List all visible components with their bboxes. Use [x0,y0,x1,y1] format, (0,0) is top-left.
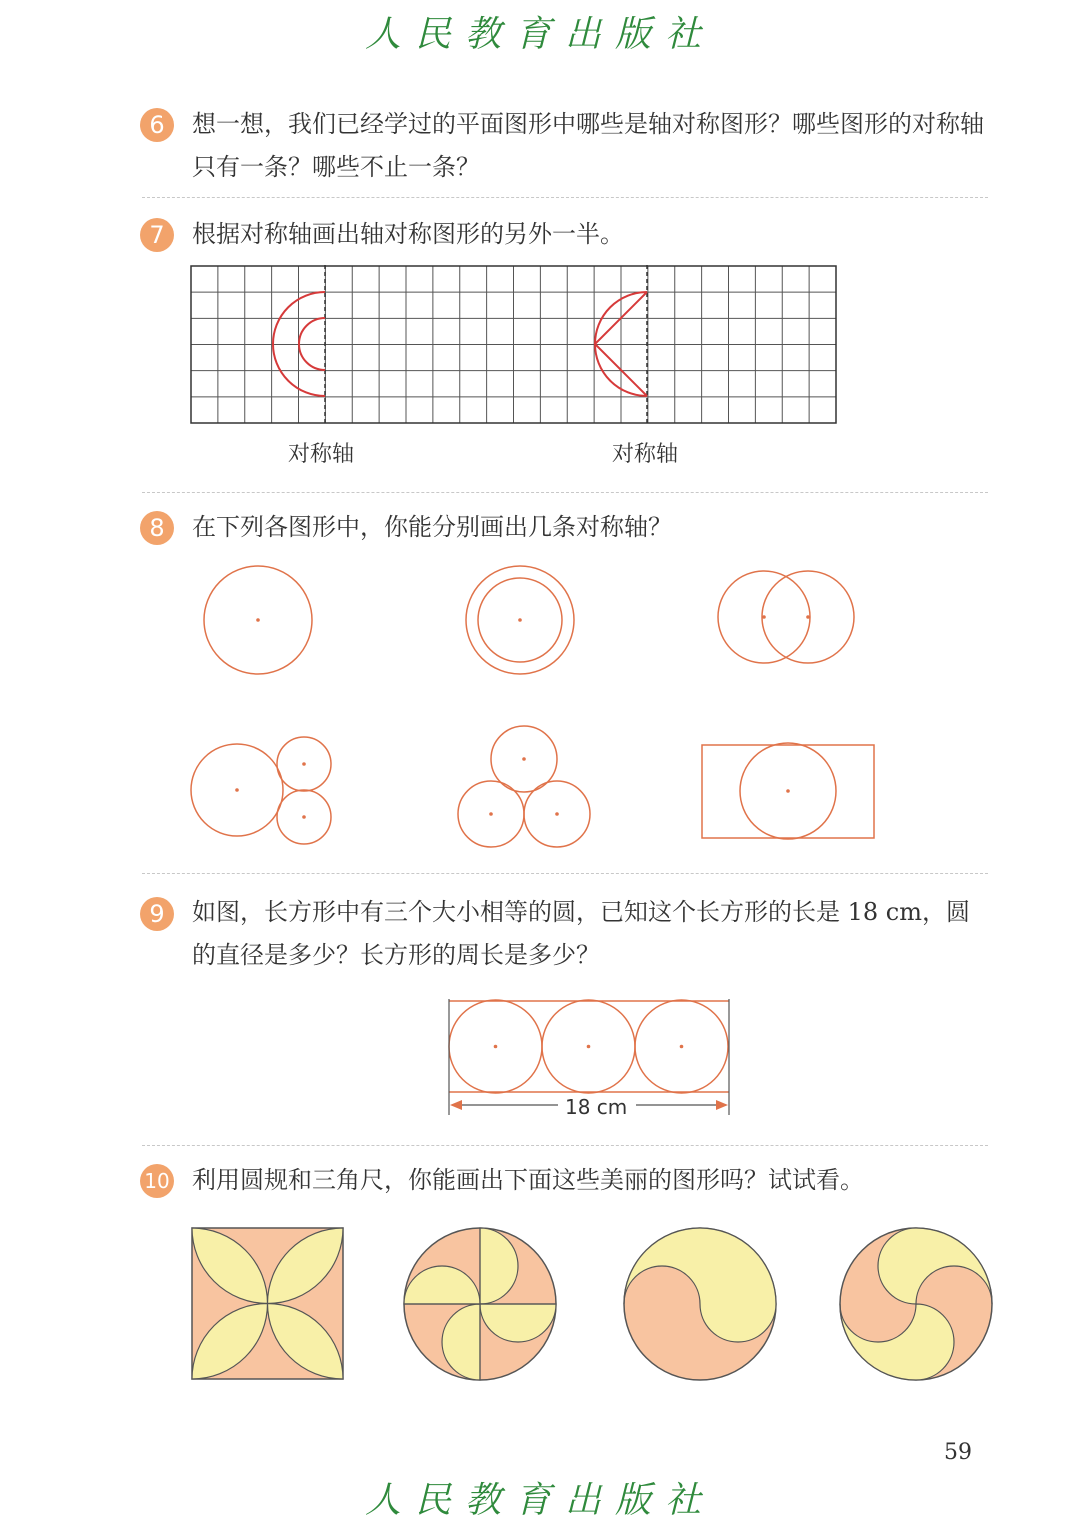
pinwheel-pattern [400,1226,560,1382]
axis-label: 对称轴 [288,442,355,467]
question-text: 根据对称轴画出轴对称图形的另外一半。 [192,220,624,248]
publisher-header: 人民教育出版社 [364,14,715,55]
petal-square-pattern [190,1226,346,1382]
question-text: 如图，长方形中有三个大小相等的圆，已知这个长方形的长是 18 cm，圆的直径是多少？长方形的周长是多少？ [192,898,970,969]
divider [142,873,988,874]
question-text: 在下列各图形中，你能分别画出几条对称轴？ [192,513,672,541]
question-number-badge: 10 [140,1164,174,1198]
swirl-pattern [836,1224,996,1384]
question-number-badge: 8 [140,511,174,545]
divider [142,1145,988,1146]
question-text: 利用圆规和三角尺，你能画出下面这些美丽的图形吗？试试看。 [192,1166,864,1194]
question-number-badge: 7 [140,218,174,252]
length-label: 18 cm [565,1095,628,1119]
yin-yang-pattern [620,1224,780,1384]
axis-label: 对称轴 [612,442,679,467]
question-number-badge: 9 [140,897,174,931]
page-number: 59 [944,1440,972,1465]
publisher-footer: 人民教育出版社 [364,1480,715,1521]
question-text: 想一想，我们已经学过的平面图形中哪些是轴对称图形？哪些图形的对称轴只有一条？哪些不止一条？ [192,110,984,181]
question-number-badge: 6 [140,108,174,142]
